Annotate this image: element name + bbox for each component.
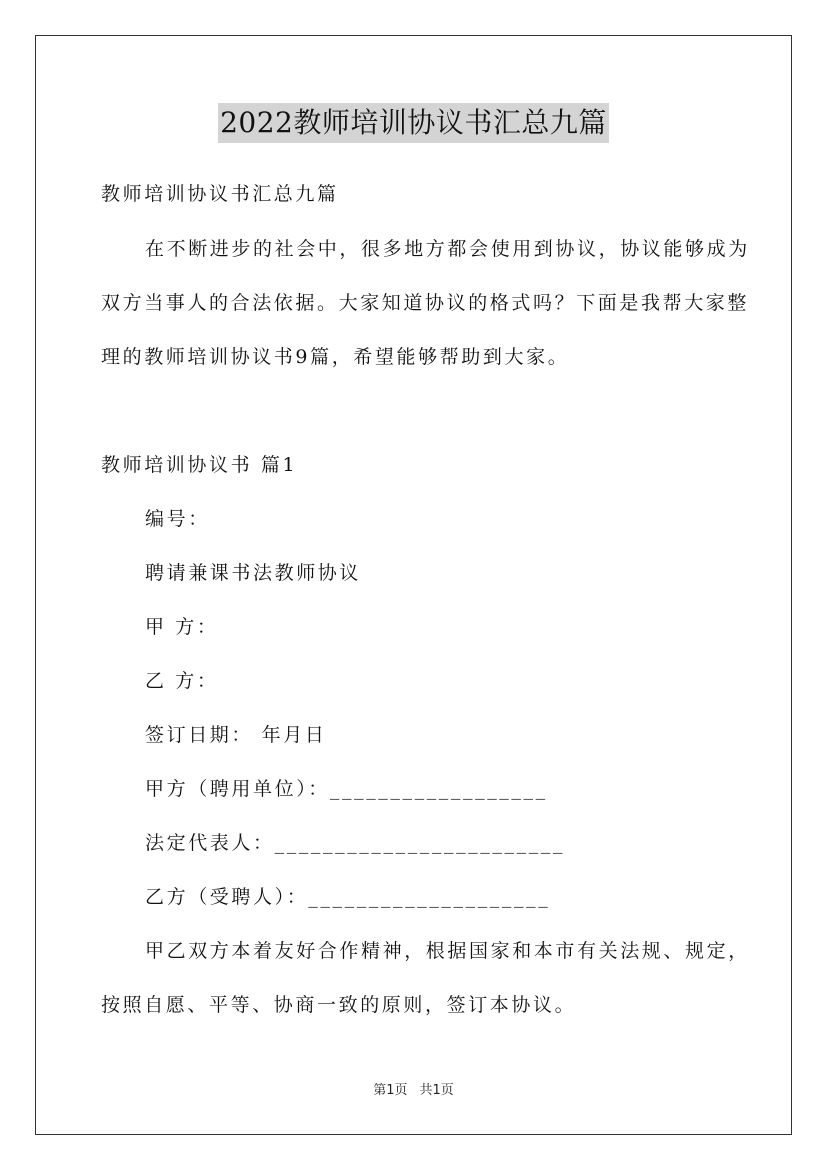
party-b-employee-field: 乙方（受聘人）：____________________ xyxy=(145,886,551,908)
page-footer xyxy=(0,1082,827,1100)
intro-paragraph-line-2: 双方当事人的合法依据。大家知道协议的格式吗？下面是我帮大家整 xyxy=(101,292,750,314)
body-paragraph-line-2: 按照自愿、平等、协商一致的原则，签订本协议。 xyxy=(101,994,577,1016)
number-field-label: 编号： xyxy=(145,508,210,530)
sign-date-label: 签订日期： 年月日 xyxy=(145,724,327,746)
page-total: 共1页 xyxy=(419,1083,454,1098)
title-container xyxy=(0,103,827,143)
intro-paragraph-line-1: 在不断进步的社会中，很多地方都会使用到协议，协议能够成为 xyxy=(145,238,750,260)
party-a-employer-field: 甲方（聘用单位）：__________________ xyxy=(145,778,548,800)
subtitle-line: 教师培训协议书汇总九篇 xyxy=(101,183,339,205)
section-heading: 教师培训协议书 篇1 xyxy=(101,454,298,476)
intro-paragraph-line-3: 理的教师培训协议书9篇，希望能够帮助到大家。 xyxy=(101,346,570,368)
party-a-label: 甲 方： xyxy=(145,616,219,638)
page-number: 第1页 xyxy=(373,1083,408,1098)
legal-representative-field: 法定代表人：________________________ xyxy=(145,832,566,854)
agreement-name: 聘请兼课书法教师协议 xyxy=(145,562,362,584)
body-paragraph-line-1: 甲乙双方本着友好合作精神，根据国家和本市有关法规、规定， xyxy=(145,940,750,962)
document-title: 2022教师培训协议书汇总九篇 xyxy=(218,103,609,143)
party-b-label: 乙 方： xyxy=(145,670,219,692)
